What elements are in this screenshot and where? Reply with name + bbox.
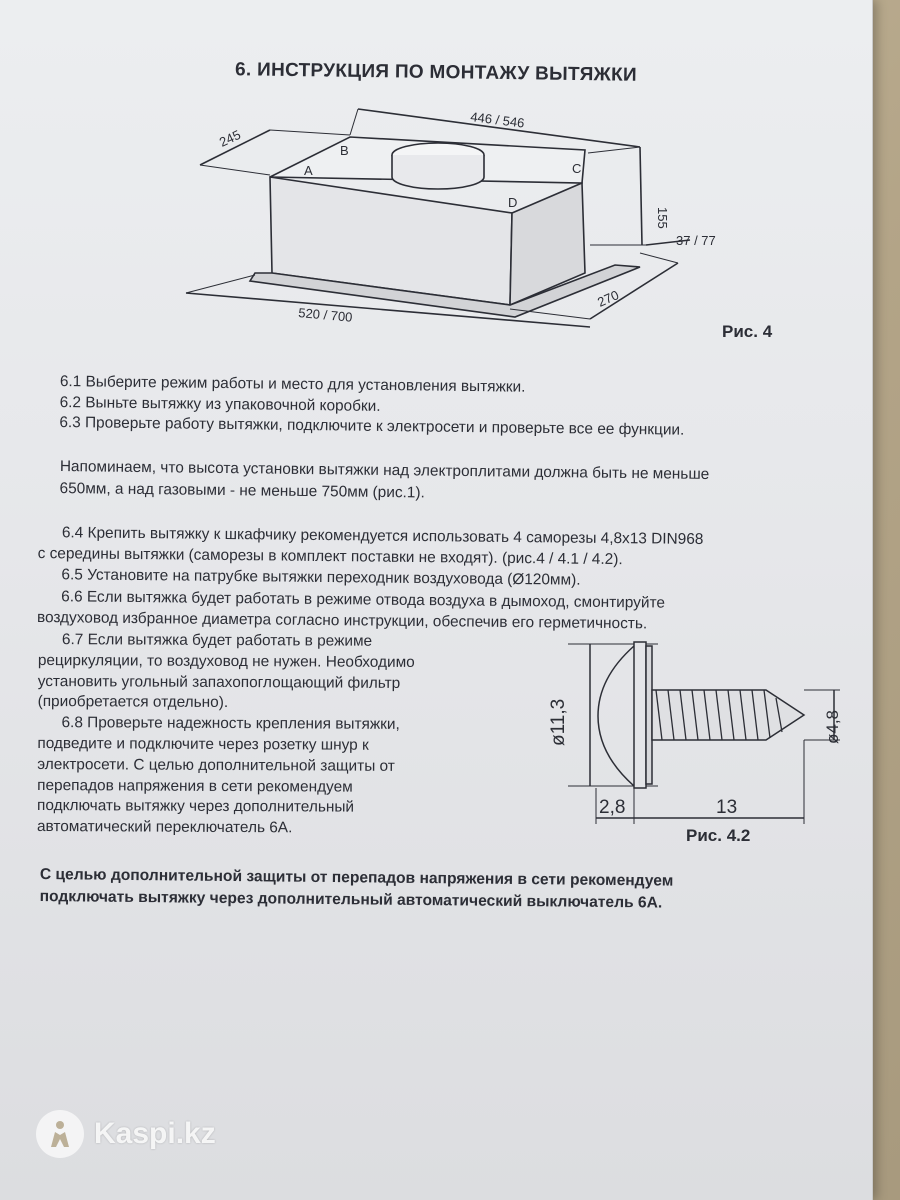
step-6-7-line-4: (приобретается отдельно). <box>37 693 229 712</box>
step-6-5: 6.5 Установите на патрубке вытяжки переходник воздуховода (Ø120мм). <box>61 566 581 590</box>
kaspi-logo-icon <box>36 1110 84 1158</box>
protection-note <box>40 864 870 917</box>
steps-list-mounting <box>37 522 858 637</box>
point-label-b: B <box>340 143 349 158</box>
kaspi-watermark <box>36 1110 216 1158</box>
dim-depth-top: 245 <box>216 126 243 150</box>
step-6-8-line-4: перепадов напряжения в сети рекомендуем <box>37 776 353 796</box>
step-6-3: 6.3 Проверьте работу вытяжки, подключите к электросети и проверьте все ее функции. <box>59 413 685 439</box>
screw-shaft <box>652 690 804 740</box>
point-label-c: C <box>572 161 582 176</box>
step-6-2: 6.2 Выньте вытяжку из упаковочной коробки. <box>59 393 381 415</box>
step-6-4-line-1: 6.4 Крепить вытяжку к шкафчику рекомендуется использовать 4 саморезы 4,8x13 DIN968 <box>61 524 704 548</box>
step-6-7-line-2: рециркуляции, то воздуховод не нужен. Необходимо <box>37 651 415 671</box>
page-title: 6. ИНСТРУКЦИЯ ПО МОНТАЖУ ВЫТЯЖКИ <box>234 59 638 86</box>
step-6-4-line-2: с середины вытяжки (саморезы в комплект поставки не входят). (рис.4 / 4.1 / 4.2). <box>37 545 623 569</box>
step-6-6-line-2: воздуховод избранное диаметра согласно инструкции, обеспечив его герметичность. <box>36 608 648 633</box>
reminder-line-1: Напоминаем, что высота установки вытяжки над электроплитами должна быть не меньше <box>59 457 710 483</box>
screw-dimension-drawing <box>548 628 848 843</box>
steps-list-recirculation <box>37 630 522 841</box>
dim-line-height <box>640 147 642 245</box>
screw-head-flange <box>634 642 646 788</box>
protection-note-line-1: С целью дополнительной защиты от перепадов напряжения в сети рекомендуем <box>39 865 674 890</box>
dim-head-diameter: ø11,3 <box>548 698 569 746</box>
step-6-8-line-1: 6.8 Проверьте надежность крепления вытяжки, <box>61 714 400 734</box>
watermark-text: Kaspi.kz <box>94 1117 216 1150</box>
screw-head-dome <box>598 646 634 786</box>
hood-dimension-drawing <box>170 95 790 350</box>
figure42-caption: Рис. 4.2 <box>686 826 751 845</box>
steps-list-initial <box>59 372 850 443</box>
dim-width-top: 446 / 546 <box>469 109 526 131</box>
step-6-1: 6.1 Выберите режим работы и место для установления вытяжки. <box>59 372 526 396</box>
step-6-6-line-1: 6.6 Если вытяжка будет работать в режиме отвода воздуха в дымоход, смонтируйте <box>61 587 666 612</box>
step-6-8-line-2: подведите и подключите через розетку шнур к <box>37 734 369 754</box>
dim-length: 13 <box>716 797 738 818</box>
step-6-8-line-5: подключать вытяжку через дополнительный <box>37 797 355 817</box>
step-6-8-line-6: автоматический переключатель 6А. <box>36 818 293 837</box>
protection-note-line-2: подключать вытяжку через дополнительный автоматический выключатель 6А. <box>39 887 663 912</box>
reminder-line-2: 650мм, а над газовыми - не меньше 750мм (рис.1). <box>59 479 425 502</box>
step-6-7-line-3: установить угольный запахопоглощающий фильтр <box>37 672 401 692</box>
step-6-7-line-1: 6.7 Если вытяжка будет работать в режиме <box>61 631 373 650</box>
dim-head-thickness: 2,8 <box>599 797 626 818</box>
dim-offset: 37 / 77 <box>676 233 716 248</box>
point-label-a: A <box>304 163 313 178</box>
dim-width-bottom: 520 / 700 <box>297 305 354 325</box>
dim-height: 155 <box>655 207 670 229</box>
dim-depth-bottom: 270 <box>595 287 622 310</box>
step-6-8-line-3: электросети. С целью дополнительной защиты от <box>37 755 395 775</box>
hood-spigot-side <box>392 155 484 189</box>
point-label-d: D <box>508 195 518 210</box>
height-reminder <box>59 456 849 510</box>
figure4-caption: Рис. 4 <box>722 322 773 341</box>
dim-shaft-diameter: ø4,8 <box>823 709 842 744</box>
